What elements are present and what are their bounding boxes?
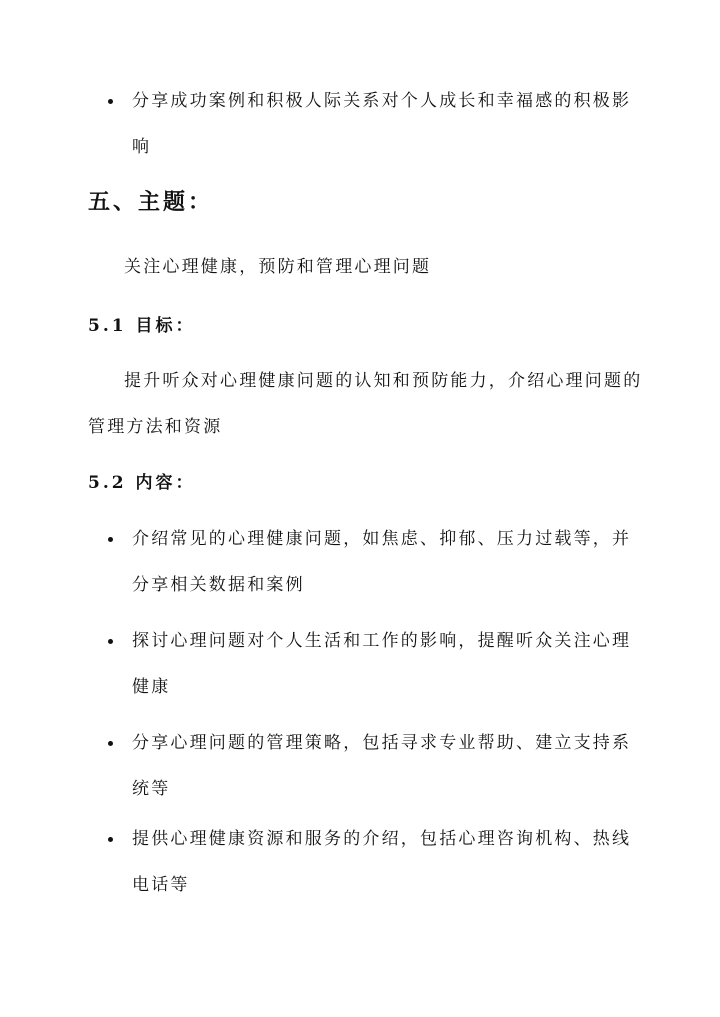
bullet-icon (108, 99, 113, 104)
goal-paragraph: 提升听众对心理健康问题的认知和预防能力，介绍心理问题的管理方法和资源 (88, 371, 643, 437)
subsection-heading-goal: 5.1 目标： (88, 316, 196, 336)
list-item-text: 提供心理健康资源和服务的介绍，包括心理咨询机构、热线电话等 (132, 829, 632, 895)
section-heading: 五、主题： (88, 189, 214, 215)
bullet-icon (108, 837, 113, 842)
bullet-icon (108, 741, 113, 746)
subsection-heading-content: 5.2 内容： (88, 473, 196, 493)
bullet-icon (108, 639, 113, 644)
list-item-text: 介绍常见的心理健康问题，如焦虑、抑郁、压力过载等，并分享相关数据和案例 (132, 529, 632, 595)
list-item-text: 分享成功案例和积极人际关系对个人成长和幸福感的积极影响 (132, 91, 632, 157)
list-item-text: 分享心理问题的管理策略，包括寻求专业帮助、建立支持系统等 (132, 733, 632, 799)
list-item-text: 探讨心理问题对个人生活和工作的影响，提醒听众关注心理健康 (132, 631, 632, 697)
theme-paragraph: 关注心理健康，预防和管理心理问题 (124, 257, 432, 277)
bullet-icon (108, 537, 113, 542)
